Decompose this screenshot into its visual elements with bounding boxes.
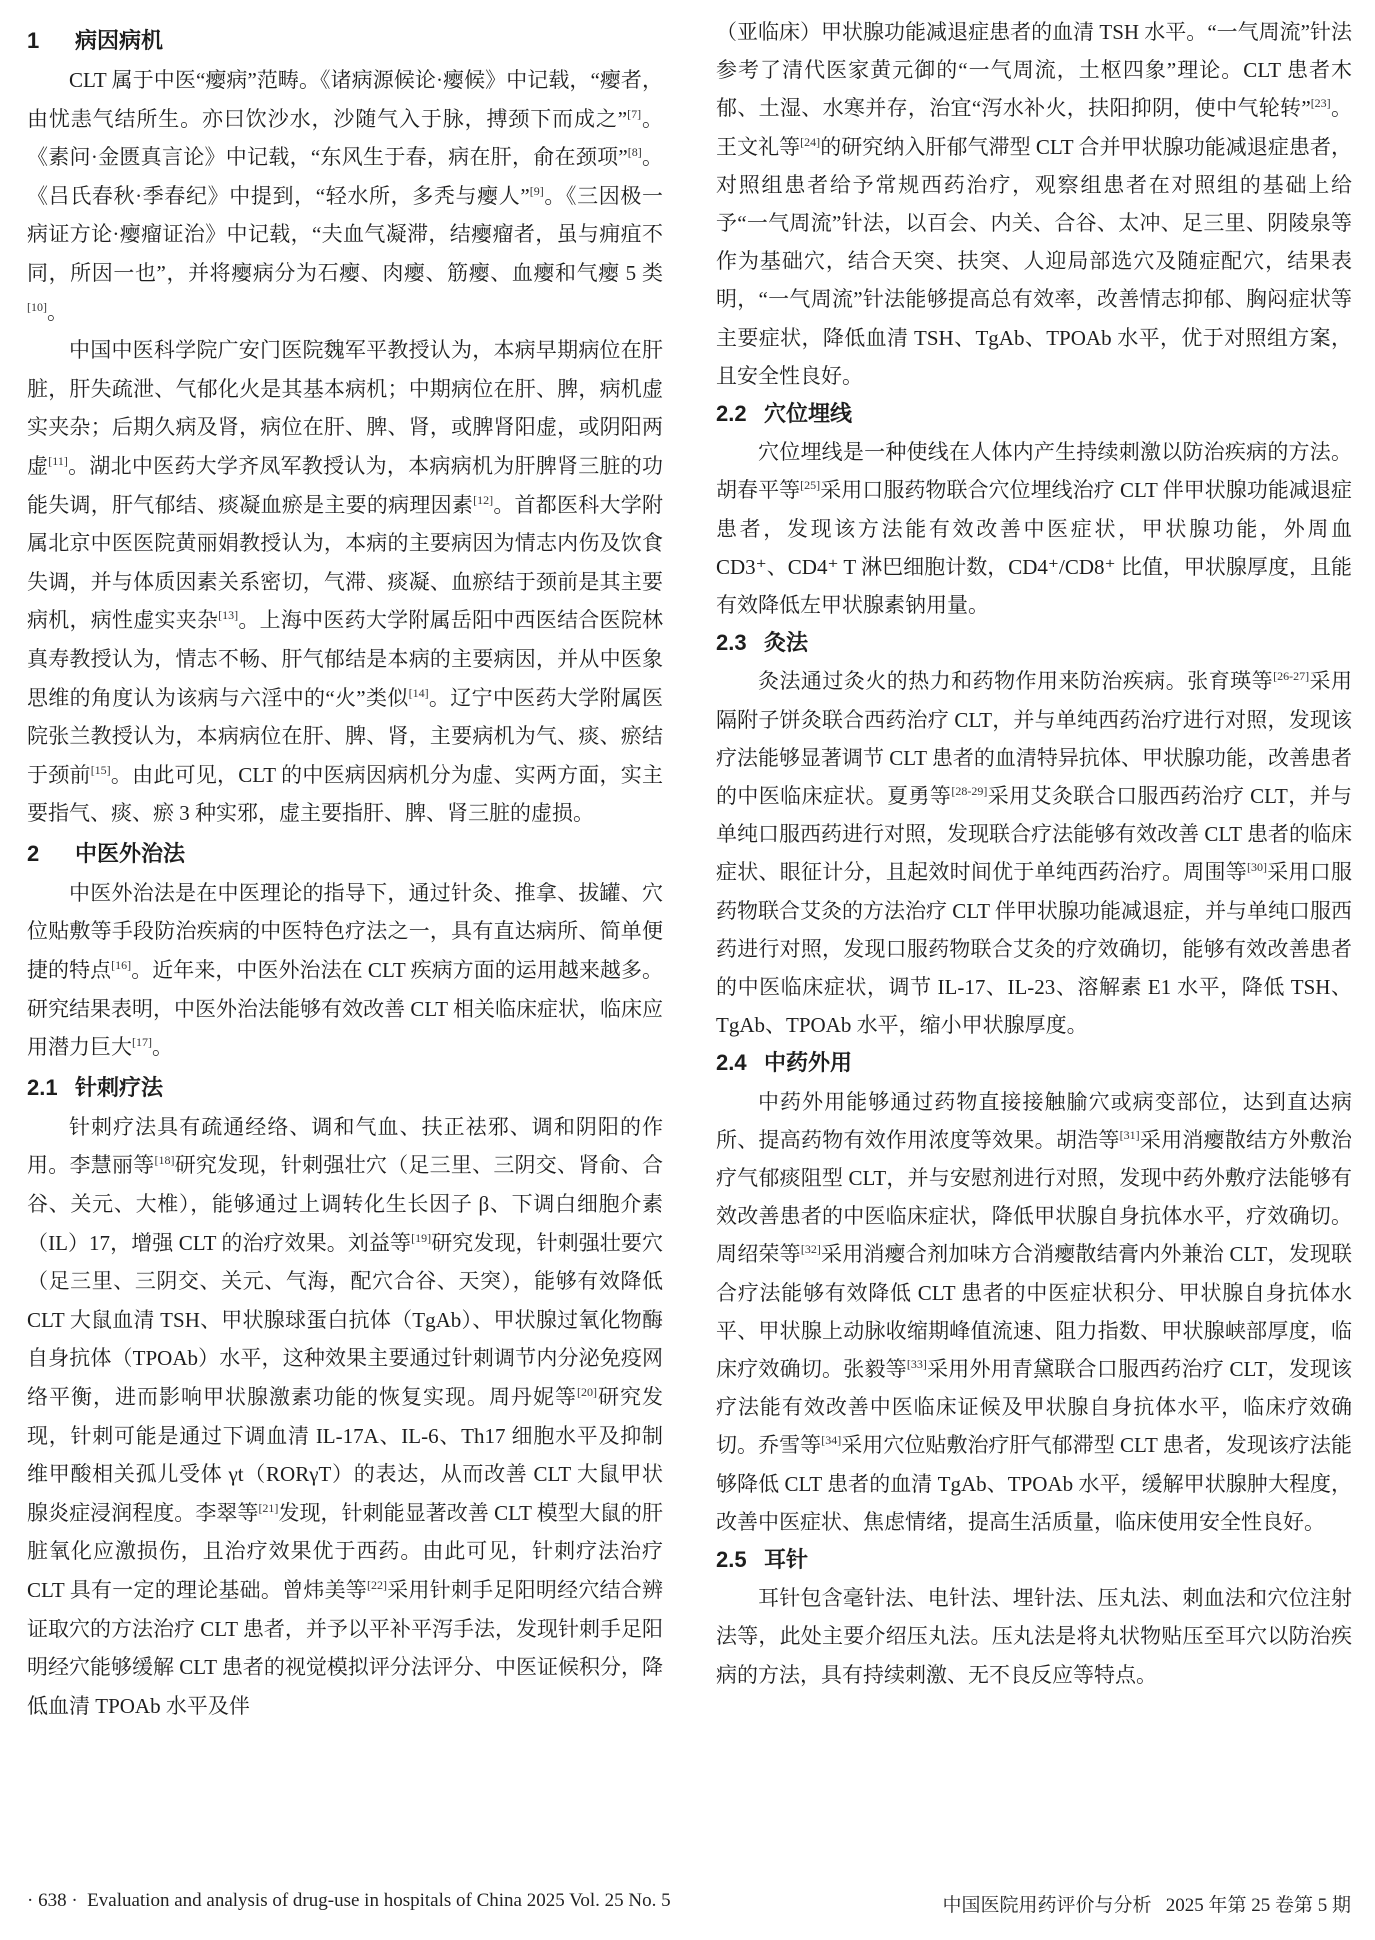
citation-reference[interactable]: [9] (529, 183, 544, 198)
section-heading (27, 20, 663, 61)
paragraph-text: 。《素问·金匮真言论》中记载，“东风生于春，病在肝，俞在颈项” (27, 106, 663, 170)
citation-reference[interactable]: [17] (132, 1035, 152, 1050)
paragraph-text: （亚临床）甲状腺功能减退症患者的血清 TSH 水平。“一气周流”针法参考了清代医家黄元御的“一气周流，土枢四象”理论。CLT 患者木郁、土湿、水寒并存，治宜“泻水补火，扶阳抑阴，使中气轮转” (716, 20, 1352, 121)
paragraph-text: 中国中医科学院广安门医院魏军平教授认为，本病早期病位在肝脏，肝失疏泄、气郁化火是其基本病机；中期病位在肝、脾，病机虚实夹杂；后期久病及肾，病位在肝、脾、肾，或脾肾阳虚，或阴阳两虚 (27, 338, 663, 478)
citation-reference[interactable]: [18] (154, 1153, 175, 1168)
citation-reference[interactable]: [15] (90, 762, 111, 777)
section-title: 穴位埋线 (764, 401, 853, 427)
body-paragraph (716, 1083, 1352, 1541)
section-heading (716, 1044, 1352, 1082)
citation-reference[interactable]: [16] (111, 958, 132, 973)
footer-journal-chinese: 中国医院用药评价与分析 2025 年第 25 卷第 5 期 (942, 1895, 1351, 1916)
paragraph-text: 耳针包含毫针法、电针法、埋针法、压丸法、刺血法和穴位注射法等，此处主要介绍压丸法。压丸法是将丸状物贴压至耳穴以防治疾病的方法，具有持续刺激、无不良反应等特点。 (716, 1586, 1352, 1687)
body-paragraph (716, 1579, 1352, 1694)
body-paragraph (27, 874, 663, 1067)
paragraph-text: 。湖北中医药大学齐凤军教授认为，本病病机为肝脾肾三脏的功能失调，肝气郁结、痰凝血瘀是主要的病理因素 (27, 453, 664, 517)
citation-reference[interactable]: [7] (627, 106, 642, 121)
paragraph-text: 。《吕氏春秋·季春纪》中提到，“轻水所，多秃与瘿人” (27, 145, 663, 208)
paragraph-text: 采用口服药物联合艾灸的方法治疗 CLT 伴甲状腺功能减退症，并与单纯口服西药进行对照，发现口服药物联合艾灸的疗效确切，能够有效改善患者的中医临床症状，调节 IL-17、IL-23、溶解素 E1 水平，降低 TSH、TgAb、TPOAb 水平，缩小甲状腺厚度。 (716, 860, 1353, 1038)
paragraph-text: 研究发现，针刺强壮要穴（足三里、三阴交、关元、气海，配穴合谷、天突），能够有效降低 CLT 大鼠血清 TSH、甲状腺球蛋白抗体（TgAb）、甲状腺过氧化物酶自身抗体（TPOAb）水平，这种效果主要通过针刺调节内分泌免疫网络平衡，进而影响甲状腺激素功能的恢复实现。周丹妮等 (27, 1230, 664, 1409)
paragraph-text: 采用针刺手足阳明经穴结合辨证取穴的方法治疗 CLT 患者，并予以平补平泻手法，发现针刺手足阳明经穴能够缓解 CLT 患者的视觉模拟评分法评分、中医证候积分，降低血清 TPOAb 水平及伴 (27, 1577, 663, 1718)
paragraph-text: 。辽宁中医药大学附属医院张兰教授认为，本病病位在肝、脾、肾，主要病机为气、痰、瘀结于颈前 (27, 685, 664, 787)
citation-reference[interactable]: [22] (367, 1577, 388, 1592)
footer-journal-english: · 638 · Evaluation and analysis of drug-use in hospitals of China 2025 Vol. 25 No. 5 (27, 1890, 671, 1911)
paragraph-text: 。王文礼等 (716, 96, 1353, 159)
citation-reference[interactable]: [26-27] (1273, 669, 1310, 684)
body-paragraph (27, 61, 663, 331)
paragraph-text: 采用消瘿散结方外敷治疗气郁痰阻型 CLT，并与安慰剂进行对照，发现中药外敷疗法能够有效改善患者的中医临床症状，降低甲状腺自身抗体水平，疗效确切。周绍荣等 (716, 1127, 1353, 1267)
citation-reference[interactable]: [30] (1247, 860, 1268, 875)
right-column (716, 13, 1352, 1694)
section-number: 2.5 (716, 1547, 747, 1573)
citation-reference[interactable]: [11] (48, 453, 68, 468)
body-paragraph (27, 1108, 663, 1726)
paragraph-text: 研究发现，针刺可能是通过下调血清 IL-17A、IL-6、Th17 细胞水平及抑制维甲酸相关孤儿受体 γt（RORγT）的表达，从而改善 CLT 大鼠甲状腺炎症浸润程度。李翠等 (27, 1385, 663, 1525)
citation-reference[interactable]: [24] (800, 134, 821, 149)
section-title: 针刺疗法 (75, 1074, 164, 1100)
section-title: 耳针 (764, 1547, 809, 1573)
section-heading (716, 1541, 1352, 1579)
paragraph-text: 中医外治法是在中医理论的指导下，通过针灸、推拿、拔罐、穴位贴敷等手段防治疾病的中医特色疗法之一，具有直达病所、简单便捷的特点 (27, 880, 663, 983)
citation-reference[interactable]: [12] (473, 492, 494, 507)
paragraph-text: 。上海中医药大学附属岳阳中西医结合医院林真寿教授认为，情志不畅、肝气郁结是本病的主要病因，并从中医象思维的角度认为该病与六淫中的“火”类似 (27, 608, 663, 710)
paragraph-text: 。 (47, 299, 68, 324)
paragraph-text: 采用艾灸联合口服西药治疗 CLT，并与单纯口服西药进行对照，发现联合疗法能够有效改善 CLT 患者的临床症状、眼征计分，且起效时间优于单纯西药治疗。周围等 (716, 784, 1352, 885)
section-number: 2.2 (716, 401, 747, 427)
section-heading (27, 833, 663, 874)
paragraph-text: 灸法通过灸火的热力和药物作用来防治疾病。张育瑛等 (758, 669, 1274, 694)
paragraph-text: 。近年来，中医外治法在 CLT 疾病方面的运用越来越多。研究结果表明，中医外治法能够有效改善 CLT 相关临床症状，临床应用潜力巨大 (27, 958, 664, 1060)
section-title: 中医外治法 (75, 840, 186, 866)
body-paragraph (716, 662, 1352, 1044)
citation-reference[interactable]: [33] (906, 1357, 927, 1372)
section-number: 2.1 (27, 1074, 58, 1100)
citation-reference[interactable]: [28-29] (951, 784, 988, 799)
citation-reference[interactable]: [10] (27, 299, 47, 314)
citation-reference[interactable]: [25] (800, 478, 821, 493)
section-title: 病因病机 (75, 28, 164, 53)
paragraph-text: 采用口服药物联合穴位埋线治疗 CLT 伴甲状腺功能减退症患者，发现该方法能有效改善中医症状，甲状腺功能，外周血 CD3⁺、CD4⁺ T 淋巴细胞计数，CD4⁺/CD8⁺ 比值，甲状腺厚度，且能有效降低左甲状腺素钠用量。 (716, 478, 1353, 618)
paragraph-text: CLT 属于中医“瘿病”范畴。《诸病源候论·瘿候》中记载，“瘿者，由忧恚气结所生。亦曰饮沙水，沙随气入于脉，搏颈下而成之” (27, 68, 663, 131)
citation-reference[interactable]: [21] (258, 1500, 279, 1515)
citation-reference[interactable]: [8] (627, 145, 642, 160)
paragraph-text: 的研究纳入肝郁气滞型 CLT 合并甲状腺功能减退症患者，对照组患者给予常规西药治疗，观察组患者在对照组的基础上给予“一气周流”针法，以百会、内关、合谷、太冲、足三里、阴陵泉等作为基础穴，结合天突、扶突、人迎局部选穴及随症配穴，结果表明，“一气周流”针法能够提高总有效率，改善情志抑郁、胸闷症状等主要症状，降低血清 TSH、TgAb、TPOAb 水平，优于对照组方案，且安全性良好。 (716, 134, 1353, 388)
section-number: 2.3 (716, 630, 747, 656)
body-paragraph (716, 433, 1352, 624)
body-paragraph (716, 13, 1352, 395)
paragraph-text: 采用穴位贴敷治疗肝气郁滞型 CLT 患者，发现该疗法能够降低 CLT 患者的血清 TgAb、TPOAb 水平，缓解甲状腺肿大程度，改善中医症状、焦虑情绪，提高生活质量，临床使用安全性良好。 (716, 1433, 1353, 1534)
paragraph-text: 研究发现，针刺强壮穴（足三里、三阴交、肾俞、合谷、关元、大椎），能够通过上调转化生长因子 β、下调白细胞介素（IL）17，增强 CLT 的治疗效果。刘益等 (27, 1153, 664, 1255)
left-column (27, 20, 663, 1725)
section-number: 2.4 (716, 1050, 747, 1076)
citation-reference[interactable]: [13] (218, 608, 239, 623)
paragraph-text: 采用隔附子饼灸联合西药治疗 CLT，并与单纯西药治疗进行对照，发现该疗法能够显著调节 CLT 患者的血清特异抗体、甲状腺功能，改善患者的中医临床症状。夏勇等 (716, 669, 1353, 809)
paragraph-text: 采用外用青黛联合口服西药治疗 CLT，发现该疗法能有效改善中医临床证候及甲状腺自身抗体水平，临床疗效确切。乔雪等 (716, 1357, 1353, 1458)
paragraph-text: 采用消瘿合剂加味方合消瘿散结膏内外兼治 CLT，发现联合疗法能够有效降低 CLT 患者的中医症状积分、甲状腺自身抗体水平、甲状腺上动脉收缩期峰值流速、阻力指数、甲状腺峡部厚度，临床疗效确切。张毅等 (716, 1242, 1353, 1382)
paragraph-text: 。 (152, 1035, 173, 1060)
citation-reference[interactable]: [23] (1310, 96, 1331, 111)
paragraph-text: 。由此可见，CLT 的中医病因病机分为虚、实两方面，实主要指气、痰、瘀 3 种实邪，虚主要指肝、脾、肾三脏的虚损。 (27, 762, 663, 826)
section-title: 中药外用 (764, 1050, 853, 1076)
citation-reference[interactable]: [19] (411, 1230, 432, 1245)
section-title: 灸法 (764, 630, 809, 656)
paragraph-text: 穴位埋线是一种使线在人体内产生持续刺激以防治疾病的方法。胡春平等 (716, 440, 1352, 503)
paragraph-text: 针刺疗法具有疏通经络、调和气血、扶正祛邪、调和阴阳的作用。李慧丽等 (27, 1114, 663, 1178)
citation-reference[interactable]: [20] (577, 1385, 597, 1399)
section-heading (716, 624, 1352, 662)
section-heading (716, 395, 1352, 433)
paragraph-text: 中药外用能够通过药物直接接触腧穴或病变部位，达到直达病所、提高药物有效作用浓度等效果。胡浩等 (716, 1089, 1352, 1152)
paragraph-text: 发现，针刺能显著改善 CLT 模型大鼠的肝脏氧化应激损伤，且治疗效果优于西药。由此可见，针刺疗法治疗 CLT 具有一定的理论基础。曾炜美等 (27, 1500, 663, 1602)
section-heading (27, 1067, 663, 1108)
citation-reference[interactable]: [34] (821, 1433, 842, 1448)
citation-reference[interactable]: [31] (1119, 1127, 1140, 1142)
paragraph-text: 。《三因极一病证方论·瘿瘤证治》中记载，“夫血气凝滞，结瘿瘤者，虽与痈疽不同，所因一也”，并将瘿病分为石瘿、肉瘿、筋瘿、血瘿和气瘿 5 类 (27, 183, 664, 285)
citation-reference[interactable]: [14] (408, 685, 429, 700)
section-number: 2 (27, 840, 40, 866)
paragraph-text: 。首都医科大学附属北京中医医院黄丽娟教授认为，本病的主要病因为情志内伤及饮食失调，并与体质因素关系密切，气滞、痰凝、血瘀结于颈前是其主要病机，病性虚实夹杂 (27, 492, 664, 633)
section-number: 1 (27, 28, 40, 53)
citation-reference[interactable]: [32] (800, 1242, 821, 1257)
body-paragraph (27, 331, 663, 833)
